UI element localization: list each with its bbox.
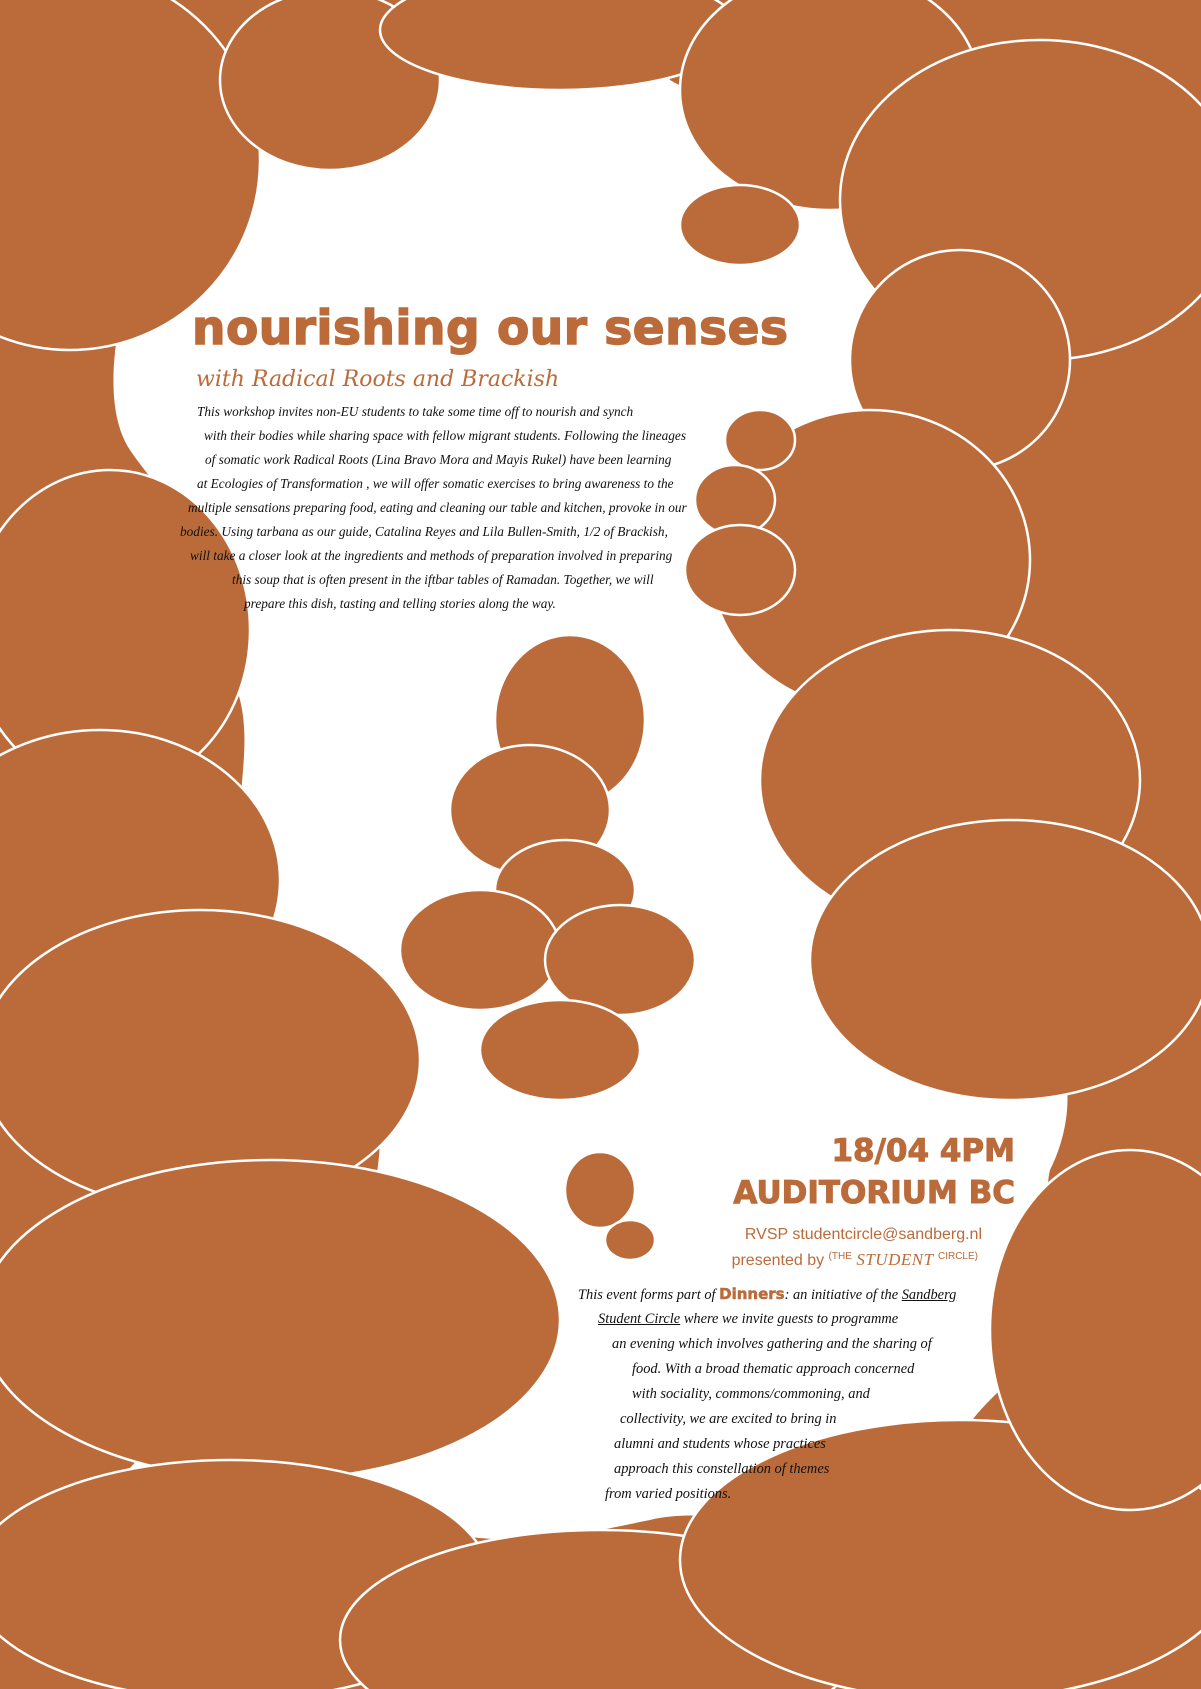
intro-line: multiple sensations preparing food, eating and cleaning our table and kitchen, provoke in our [188,500,687,515]
outro-text: : an initiative of the [784,1287,899,1303]
presenter-main: STUDENT [856,1250,934,1269]
presenter-suffix: CIRCLE) [937,1251,978,1262]
student-circle-link[interactable]: Student Circle [598,1311,681,1327]
outro-line: collectivity, we are excited to bring in [620,1411,837,1427]
blob-right-4 [810,820,1201,1100]
blob-center-6 [480,1000,640,1100]
blob-center-5 [545,905,695,1015]
sandberg-link[interactable]: Sandberg [901,1287,957,1303]
dinners-label: Dinners [719,1285,785,1303]
intro-line: of somatic work Radical Roots (Lina Bravo Mora and Mayis Rukel) have been learning [205,452,672,467]
intro-line: bodies. Using tarbana as our guide, Catalina Reyes and Lila Bullen-Smith, 1/2 of Brackish, [180,524,668,539]
outro-line: approach this constellation of themes [614,1461,830,1477]
outro-line-1 [578,1282,956,1309]
blob-small-right-3 [685,525,795,615]
presented-by [600,1250,978,1270]
blob-small-bottom-1 [565,1152,635,1228]
outro-line-2 [598,1307,898,1333]
poster-subtitle: with Radical Roots and Brackish [196,367,560,392]
outro-line: food. With a broad thematic approach concerned [632,1361,915,1377]
rsvp-email[interactable]: RVSP studentcircle@sandberg.nl [744,1226,982,1243]
outro-line: with sociality, commons/commoning, and [632,1386,870,1402]
outro-line: alumni and students whose practices [614,1436,826,1452]
intro-line: This workshop invites non-EU students to take some time off to nourish and synch [197,404,634,419]
presenter-prefix: (THE [828,1251,852,1262]
presented-by-label: presented by [731,1252,825,1269]
outro-text: where we invite guests to programme [683,1311,899,1327]
event-datetime: 18/04 4PM [831,1133,1015,1169]
event-venue: AUDITORIUM BC [733,1175,1015,1211]
blob-center-4 [400,890,560,1010]
blob-small-top [680,185,800,265]
outro-line: from varied positions. [605,1486,732,1502]
intro-line: this soup that is often present in the iftbar tables of Ramadan. Together, we will [232,572,654,587]
blob-left-4 [0,1160,560,1480]
intro-line: prepare this dish, tasting and telling stories along the way. [244,596,556,611]
poster-title: nourishing our senses [192,301,789,356]
blob-small-right-1 [725,410,795,470]
intro-line: will take a closer look at the ingredients and methods of preparation involved in preparing [190,548,673,563]
outro-text: This event forms part of [578,1287,716,1303]
outro-line: an evening which involves gathering and the sharing of [612,1336,932,1352]
intro-line: with their bodies while sharing space with fellow migrant students. Following the lineages [204,428,686,443]
intro-line: at Ecologies of Transformation , we will offer somatic exercises to bring awareness to the [197,476,674,491]
